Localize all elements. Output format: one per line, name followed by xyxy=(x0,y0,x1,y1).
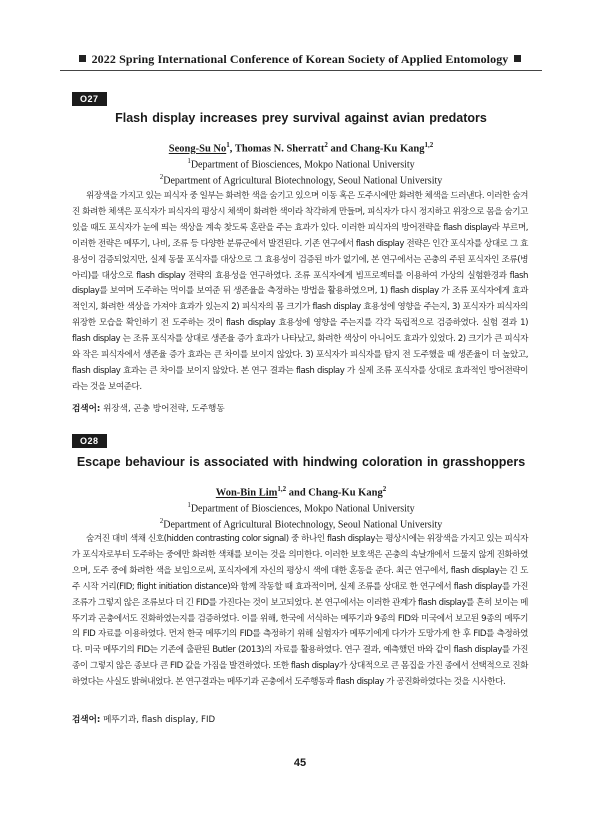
author-name: Thomas N. Sherratt xyxy=(234,143,325,155)
abstract-body: 숨겨진 대비 색채 신호(hidden contrasting color signal) 중 하나인 flash display는 평상시에는 위장색을 가지고 있는 피식자가 포식자로부터 도주하는 중에만 화려한 색채를 보이는 것을 의미한다. 이러한 보호색은 곤충의 속날개에서 드물지 않게 진화하였으며, 도주 중에 화려한 색을 보임으로써, 포식자에게 자신의 평상시 색에 대한 혼동을 준다. 최근 연구에서, flash display는 긴 도주 시작 거리(FID; flight initiation distance)와 함께 작동할 때 효과적이며, 실제 조류를 상대로 한 연구에서 flash display를 가진 조류가 그렇지 않은 조류보다 더 긴 FID를 가진다는 것이 보고되었다. 본 연구에서는 이러한 관계가 flash display를 흔히 보이는 메뚜기과 곤충에서도 진화하였는지를 검증하였다. 이를 위해, 한국에 서식하는 메뚜기과 9종의 FID와 미국에서 보고된 9종의 메뚜기의 FID 자료를 이용하였다. 먼저 한국 메뚜기의 FID를 측정하기 위해 실험자가 메뚜기에게 다가가 도망가게 한 후 FID를 측정하였다. 미국 메뚜기의 FID는 기존에 출판된 Butler (2013)의 자료를 활용하였다. 연구 결과, 예측했던 바와 같이 flash display를 가진 종이 그렇지 않은 종보다 큰 FID 값을 가짐을 발견하였다. 또한 flash display가 상대적으로 큰 몸집을 가진 종에서 선택적으로 진화하였다는 사실도 밝혀내었다. 본 연구결과는 메뚜기과 곤충에서 도주행동과 flash display 가 공진화하였다는 것을 시사한다. xyxy=(72,534,528,688)
affiliation: $^2$Department of Agricultural Biotechnology, Seoul National University xyxy=(159,517,443,531)
presenting-author: Seong-Su No xyxy=(168,143,227,155)
abstract-title: Flash display increases prey survival against avian predators xyxy=(115,111,487,125)
keywords-label: 검색어: xyxy=(72,715,101,725)
affiliation: $^1$Department of Biosciences, Mokpo National University xyxy=(187,501,415,515)
square-bullet-icon xyxy=(514,55,521,62)
keywords-line xyxy=(72,402,528,414)
abstract-body: 위장색을 가지고 있는 피식자 중 일부는 화려한 색을 숨기고 있으며 이동 혹은 도주시에만 화려한 체색을 드러낸다. 이러한 숨겨진 화려한 체색은 포식자가 피식자의 평상시 체색이 화려한 색이라 착각하게 만들며, 피식자가 다시 정지하고 위장으로 몸을 숨기고 있을 때도 포식자가 눈에 띄는 색상을 계속 찾도록 혼란을 주는 효과가 있다. 이러한 피식자의 방어전략을 flash display라 부르며, 이러한 전략은 메뚜기, 나비, 조류 등 다양한 분류군에서 발견된다. 기존 연구에서 flash display 전략은 인간 포식자를 상대로 그 효용성이 검증되었지만, 실제 동물 포식자를 대상으로 그 효용성이 검증된 바가 없기에, 본 연구에서는 곤충의 주된 포식자인 조류(병아리)를 대상으로 flash display 전략의 효용성을 연구하였다. 조류 포식자에게 빔프로젝터를 이용하여 가상의 실험환경과 flash display를 보여며 도주하는 먹이를 보여준 뒤 생존율을 측정하는 방법을 활용하였으며, 1) flash display 가 조류 포식자에게 효과적인지, 화려한 색상을 가져야 효과가 있는지 2) 피식자의 몸 크기가 flash display 효용성에 영향을 주는지, 3) 포식자가 피식자의 위장한 모습을 확인하기 전 도주하는 것이 flash display 효용성에 영향을 주는지를 각각 독립적으로 검증하였다. 실험 결과 1) flash display 는 조류 포식자를 상대로 생존율 증가 효과가 나타났고, 화려한 색상이 아니어도 효과가 있었다. 2) 크기가 큰 피식자와 작은 피식자에서 생존율 증가 효과는 큰 차이를 보이지 않았다. 3) 포식자가 피식자를 탐지 전 도주했을 때 생존율이 더 높았고, flash display 효과는 큰 차이를 보이지 않았다. 본 연구 결과는 flash display 가 실제 조류 포식자를 상대로 효과적인 방어전략이라는 것을 보여준다. xyxy=(72,191,528,392)
keywords-label: 검색어: xyxy=(72,404,101,414)
author-name: Chang-Ku Kang xyxy=(350,143,425,155)
keywords: 메뚜기과, flash display, FID xyxy=(103,715,216,725)
conference-header xyxy=(0,52,600,67)
author-name: Chang-Ku Kang xyxy=(308,487,383,499)
affiliation: $^2$Department of Agricultural Biotechnology, Seoul National University xyxy=(159,173,443,187)
affiliation: $^1$Department of Biosciences, Mokpo National University xyxy=(187,157,415,171)
author-line: Won-Bin Lim$^{1,2}$ and Chang-Ku Kang$^2$ xyxy=(215,485,387,499)
presenting-author: Won-Bin Lim xyxy=(215,487,278,499)
abstract-code-badge: O28 xyxy=(72,434,107,448)
affiliations xyxy=(60,499,542,532)
square-bullet-icon xyxy=(79,55,86,62)
abstract-code-badge: O27 xyxy=(72,92,107,106)
page-number: 45 xyxy=(293,757,307,769)
conference-title: 2022 Spring International Conference of Korean Society of Applied Entomology xyxy=(91,52,509,66)
keywords-line xyxy=(72,713,528,725)
keywords: 위장색, 곤충 방어전략, 도주행동 xyxy=(103,404,225,414)
author-line: Seong-Su No$^1$, Thomas N. Sherratt$^2$ and Chang-Ku Kang$^{1,2}$ xyxy=(168,141,434,155)
header-divider xyxy=(60,70,542,71)
abstract-title: Escape behaviour is associated with hindwing coloration in grasshoppers xyxy=(76,455,526,469)
affiliations xyxy=(60,155,542,188)
